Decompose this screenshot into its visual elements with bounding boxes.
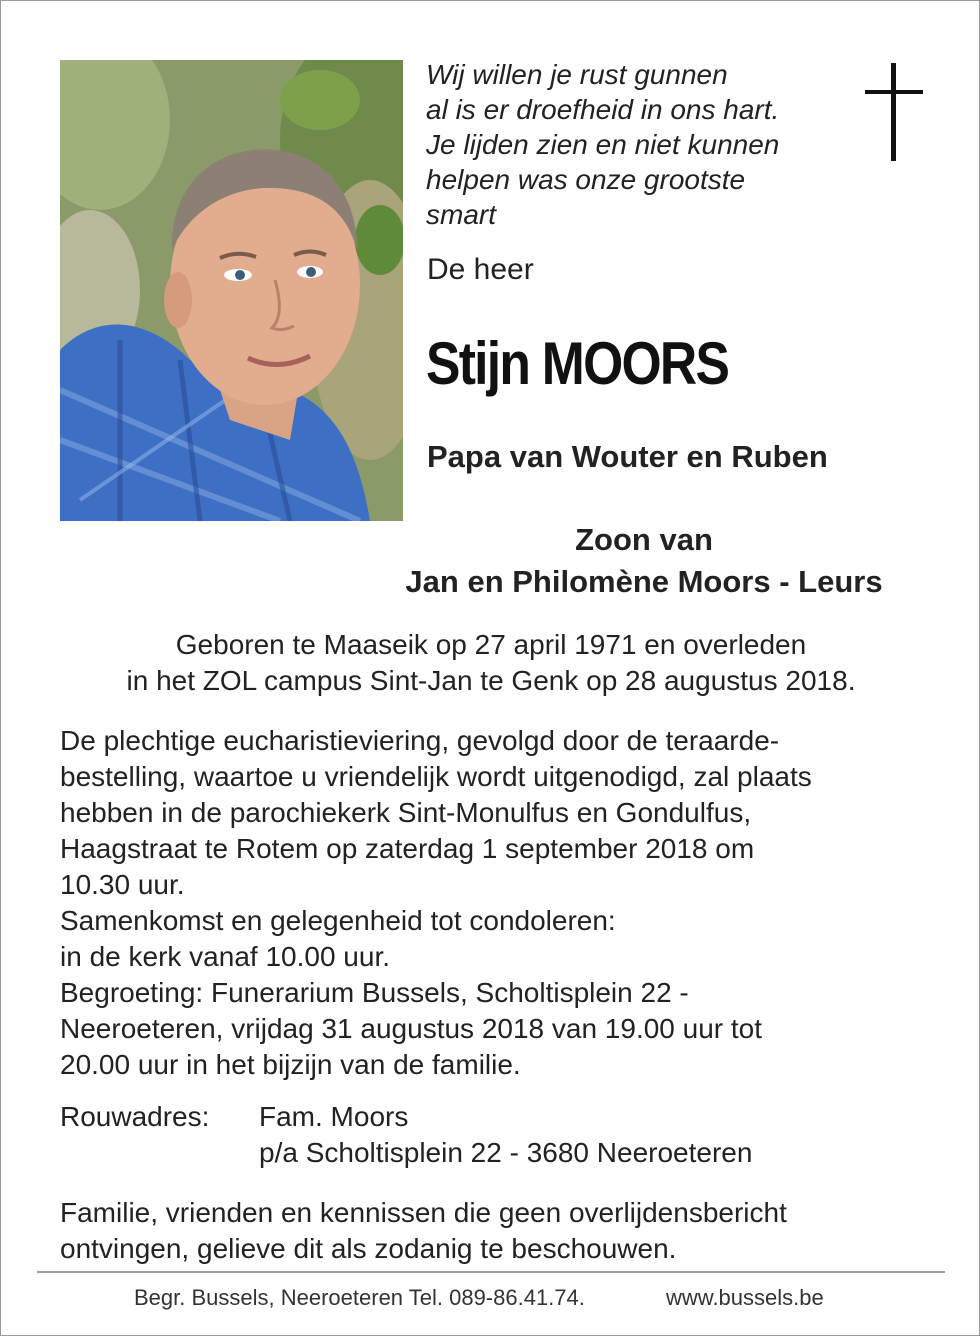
death-line: in het ZOL campus Sint-Jan te Genk op 28 augustus 2018. xyxy=(126,665,856,696)
ceremony-line: 10.30 uur. xyxy=(60,869,185,900)
ceremony-line: in de kerk vanaf 10.00 uur. xyxy=(60,941,390,972)
address-line: p/a Scholtisplein 22 - 3680 Neeroeteren xyxy=(259,1137,753,1168)
footer-website-link[interactable]: www.bussels.be xyxy=(666,1285,824,1310)
parents-line: Jan en Philomène Moors - Leurs xyxy=(405,564,883,599)
zoon-line: Zoon van xyxy=(575,522,713,557)
deceased-name: Stijn MOORS xyxy=(426,330,729,397)
ceremony-line: De plechtige eucharistieviering, gevolgd door de teraarde- xyxy=(60,725,780,756)
address-label: Rouwadres: xyxy=(60,1101,210,1132)
ceremony-text xyxy=(60,723,940,1083)
ceremony-line: Haagstraat te Rotem op zaterdag 1 september 2018 om xyxy=(60,833,755,864)
birth-line: Geboren te Maaseik op 27 april 1971 en overleden xyxy=(175,629,807,660)
ceremony-line: Neeroeteren, vrijdag 31 augustus 2018 van 19.00 uur tot xyxy=(60,1013,763,1044)
ceremony-line: 20.00 uur in het bijzijn van de familie. xyxy=(60,1049,521,1080)
closing-note xyxy=(60,1195,787,1267)
footer-divider xyxy=(37,1271,945,1273)
poem xyxy=(426,57,846,232)
poem-line: Je lijden zien en niet kunnen xyxy=(426,129,780,160)
ceremony-line: bestelling, waartoe u vriendelijk wordt uitgenodigd, zal plaats xyxy=(60,761,812,792)
cross-icon xyxy=(865,63,923,161)
address-block xyxy=(259,1099,752,1171)
portrait-photo xyxy=(60,60,403,521)
poem-line: Wij willen je rust gunnen xyxy=(426,59,728,90)
address-line: Fam. Moors xyxy=(259,1101,409,1132)
ceremony-line: hebben in de parochiekerk Sint-Monulfus en Gondulfus, xyxy=(60,797,752,828)
ceremony-line: Samenkomst en gelegenheid tot condoleren: xyxy=(60,905,616,936)
closing-line: Familie, vrienden en kennissen die geen overlijdensbericht xyxy=(60,1197,787,1228)
footer-contact: Begr. Bussels, Neeroeteren Tel. 089-86.41.74. xyxy=(134,1285,585,1310)
papa-line: Papa van Wouter en Ruben xyxy=(427,439,828,474)
poem-line: smart xyxy=(426,199,496,230)
ceremony-line: Begroeting: Funerarium Bussels, Scholtisplein 22 - xyxy=(60,977,689,1008)
closing-line: ontvingen, gelieve dit als zodanig te beschouwen. xyxy=(60,1233,677,1264)
title-prefix: De heer xyxy=(427,253,534,286)
portrait-illustration xyxy=(60,60,403,521)
poem-line: al is er droefheid in ons hart. xyxy=(426,94,780,125)
poem-line: helpen was onze grootste xyxy=(426,164,746,195)
